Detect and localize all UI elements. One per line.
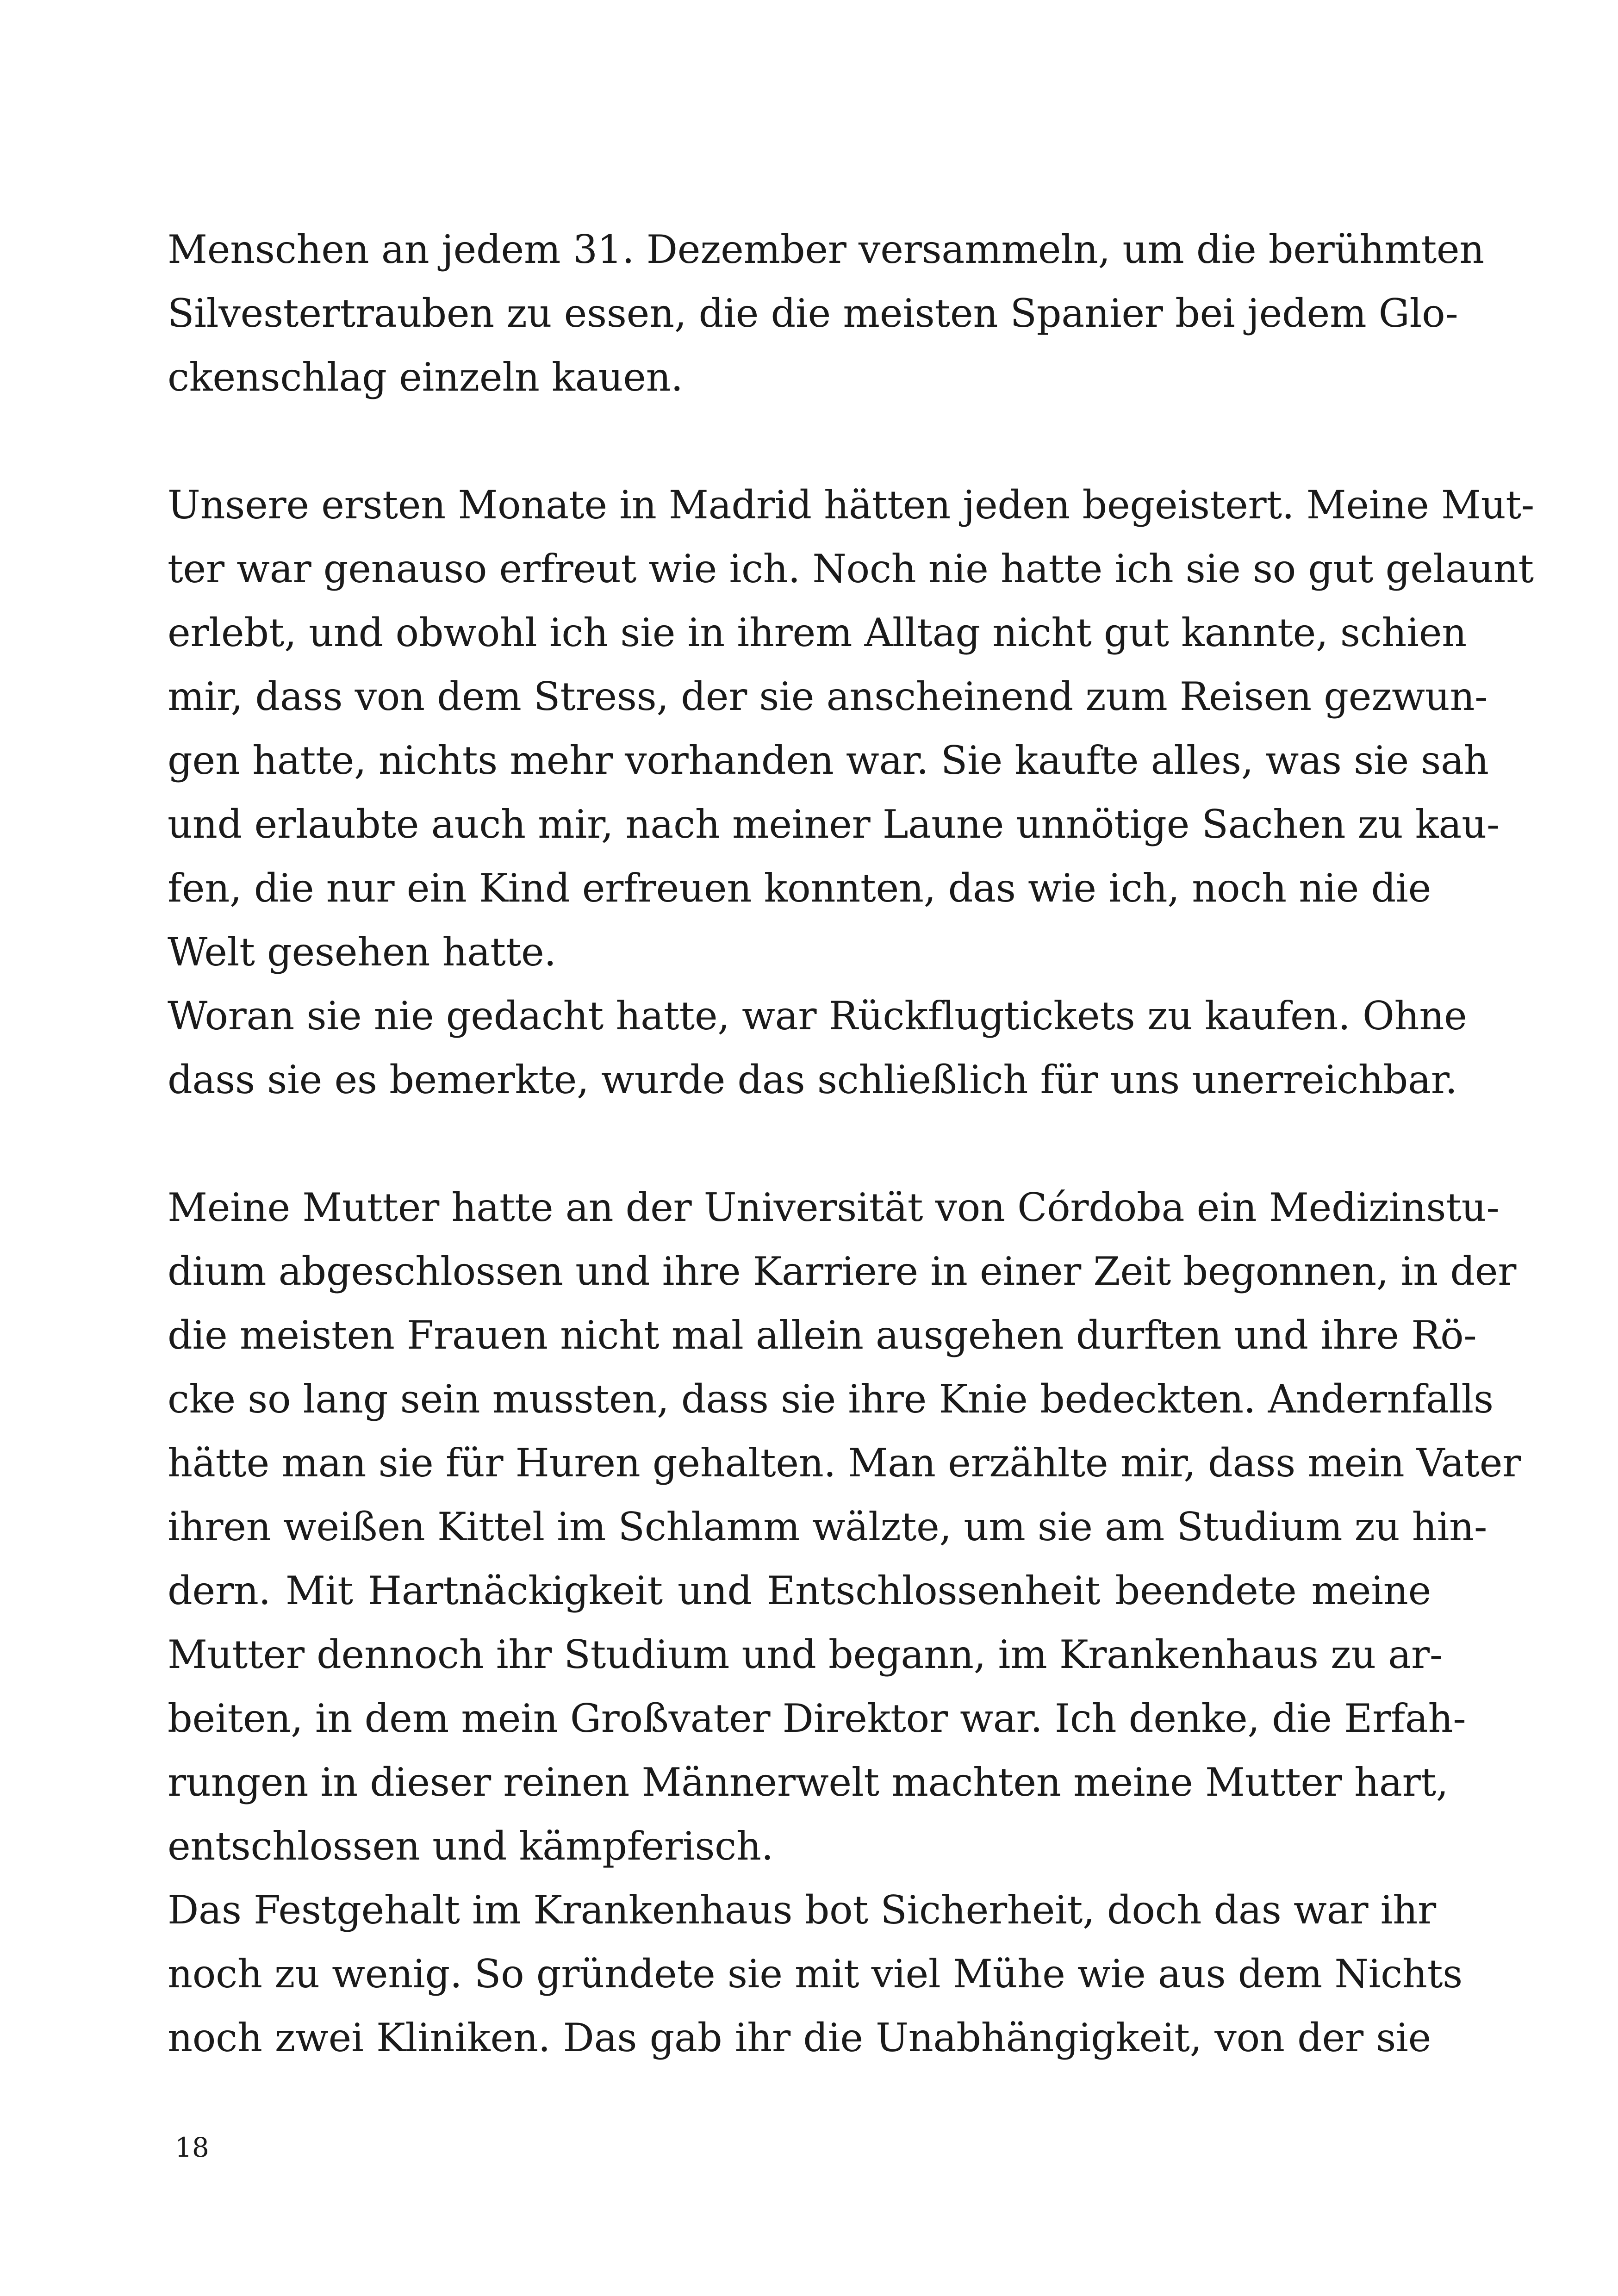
text-line: Welt gesehen hatte. xyxy=(168,929,556,975)
text-line: gen hatte, nichts mehr vorhanden war. Sie kaufte alles, was sie sah xyxy=(168,738,1489,783)
text-line: die meisten Frauen nicht mal allein ausgehen durften und ihre Rö- xyxy=(168,1313,1477,1358)
text-line: dium abgeschlossen und ihre Karriere in einer Zeit begonnen, in der xyxy=(168,1249,1517,1294)
text-line: noch zu wenig. So gründete sie mit viel Mühe wie aus dem Nichts xyxy=(168,1951,1462,1997)
text-line: entschlossen und kämpferisch. xyxy=(168,1823,774,1869)
text-line: dass sie es bemerkte, wurde das schließlich für uns unerreichbar. xyxy=(168,1057,1457,1102)
page-number: 18 xyxy=(175,2132,209,2163)
text-line: Woran sie nie gedacht hatte, war Rückflugtickets zu kaufen. Ohne xyxy=(168,993,1467,1039)
text-line: Meine Mutter hatte an der Universität von Córdoba ein Medizinstu- xyxy=(168,1185,1500,1230)
text-line: Menschen an jedem 31. Dezember versammeln, um die berühmten xyxy=(168,227,1485,272)
text-line: Unsere ersten Monate in Madrid hätten jeden begeistert. Meine Mut- xyxy=(168,482,1534,528)
text-line: dern. Mit Hartnäckigkeit und Entschlossenheit beendete meine xyxy=(168,1568,1431,1613)
text-line: ckenschlag einzeln kauen. xyxy=(168,355,683,400)
text-line: Mutter dennoch ihr Studium und begann, im Krankenhaus zu ar- xyxy=(168,1632,1443,1677)
text-line: ter war genauso erfreut wie ich. Noch nie hatte ich sie so gut gelaunt xyxy=(168,546,1534,591)
text-line: ihren weißen Kittel im Schlamm wälzte, um sie am Studium zu hin- xyxy=(168,1504,1487,1549)
text-line: Silvestertrauben zu essen, die die meisten Spanier bei jedem Glo- xyxy=(168,291,1458,336)
text-line: fen, die nur ein Kind erfreuen konnten, das wie ich, noch nie die xyxy=(168,865,1431,911)
text-line: mir, dass von dem Stress, der sie anscheinend zum Reisen gezwun- xyxy=(168,674,1488,719)
text-line: Das Festgehalt im Krankenhaus bot Sicherheit, doch das war ihr xyxy=(168,1887,1436,1933)
text-line: und erlaubte auch mir, nach meiner Laune unnötige Sachen zu kau- xyxy=(168,802,1500,847)
text-line: erlebt, und obwohl ich sie in ihrem Alltag nicht gut kannte, schien xyxy=(168,610,1467,655)
text-line: hätte man sie für Huren gehalten. Man erzählte mir, dass mein Vater xyxy=(168,1440,1521,1486)
body-text xyxy=(168,218,1534,2070)
text-line: noch zwei Kliniken. Das gab ihr die Unabhängigkeit, von der sie xyxy=(168,2015,1431,2060)
text-line: cke so lang sein mussten, dass sie ihre Knie bedeckten. Andernfalls xyxy=(168,1376,1494,1422)
text-line: beiten, in dem mein Großvater Direktor war. Ich denke, die Erfah- xyxy=(168,1696,1466,1741)
paragraph-gap xyxy=(168,409,1431,473)
paragraph-gap xyxy=(168,1112,1431,1176)
text-line: rungen in dieser reinen Männerwelt machten meine Mutter hart, xyxy=(168,1760,1449,1805)
